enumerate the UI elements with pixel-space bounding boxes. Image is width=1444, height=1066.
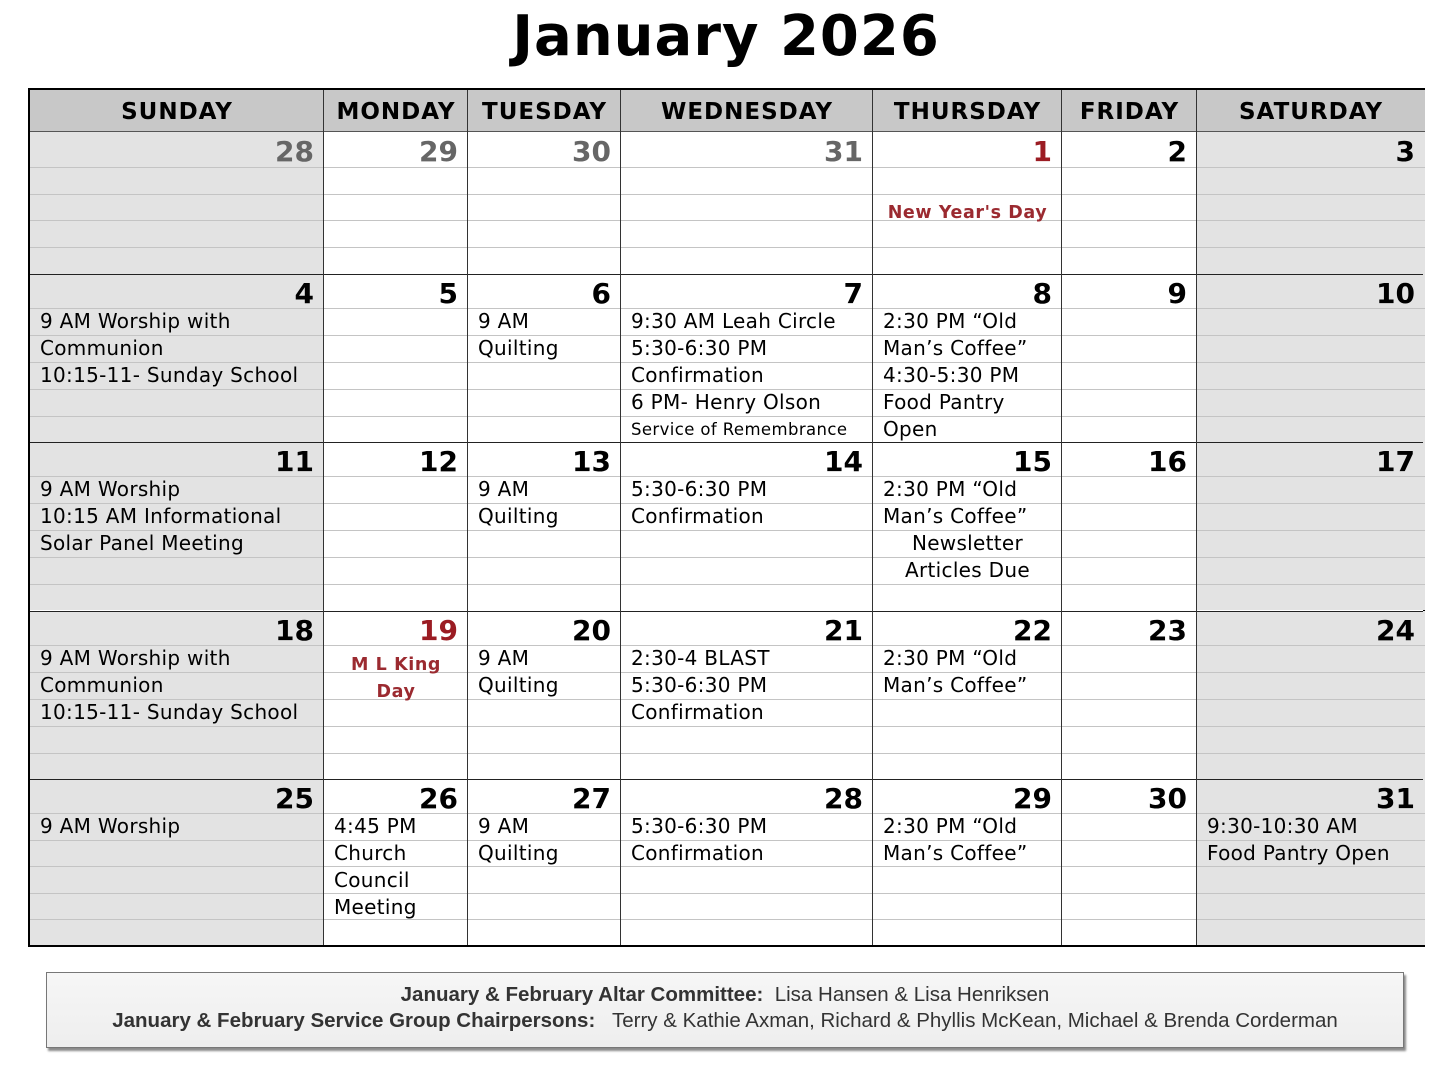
row-divider [1197,335,1425,336]
day-cell[interactable] [1062,611,1197,779]
row-divider [1062,866,1197,867]
day-cell[interactable] [468,274,621,442]
row-divider [1062,220,1197,221]
day-number: 11 [275,445,314,478]
week-divider [30,779,1423,780]
row-divider [873,753,1062,754]
row-divider [324,220,468,221]
event-line: Man’s Coffee” [883,336,1028,360]
row-divider [873,584,1062,585]
weekday-header-monday: MONDAY [324,90,468,132]
event-line: 9 AM [478,477,530,501]
day-cell[interactable] [30,442,324,610]
row-divider [1062,584,1197,585]
service-group-label: January & February Service Group Chairpersons: [112,1009,596,1032]
day-cell[interactable] [621,442,873,610]
event-line: Open [883,417,938,441]
row-divider [1062,699,1197,700]
event-line: Solar Panel Meeting [40,531,244,555]
event-line: Food Pantry [883,390,1005,414]
event-line: Service of Remembrance [631,420,848,439]
event-line: Confirmation [631,363,764,387]
row-divider [468,726,621,727]
event-line: 2:30 PM “Old [883,477,1018,501]
row-divider [1197,362,1425,363]
row-divider [1197,247,1425,248]
column-divider [620,90,621,945]
day-cell[interactable] [1197,442,1425,610]
day-number: 21 [824,614,863,647]
row-divider [30,840,324,841]
event-line: Confirmation [631,700,764,724]
row-divider [468,194,621,195]
day-number: 27 [572,782,611,815]
row-divider [1062,530,1197,531]
day-number: 26 [419,782,458,815]
day-cell[interactable] [324,132,468,274]
event-line: Council [334,868,410,892]
row-divider [468,753,621,754]
row-divider [1062,247,1197,248]
day-number: 8 [1032,277,1052,310]
day-cell[interactable] [873,611,1062,779]
row-divider [468,220,621,221]
altar-committee-names: Lisa Hansen & Lisa Henriksen [774,983,1050,1006]
row-divider [468,557,621,558]
day-number: 30 [1148,782,1187,815]
event-line: 9:30-10:30 AM [1207,814,1358,838]
event-line: 9 AM [478,814,530,838]
day-cell[interactable] [30,779,324,945]
week-divider [30,274,1423,275]
row-divider [621,220,873,221]
event-line: Quilting [478,504,559,528]
row-divider [873,893,1062,894]
day-cell[interactable] [468,611,621,779]
event-line: 2:30 PM “Old [883,309,1018,333]
event-line: 4:45 PM [334,814,417,838]
altar-committee-label: January & February Altar Committee: [400,983,764,1006]
event-line: Quilting [478,673,559,697]
row-divider [1197,753,1425,754]
row-divider [1197,584,1425,585]
row-divider [1197,893,1425,894]
event-line: 5:30-6:30 PM [631,477,768,501]
day-number: 14 [824,445,863,478]
day-number: 22 [1013,614,1052,647]
day-cell[interactable] [621,132,873,274]
event-line: 5:30-6:30 PM [631,336,768,360]
day-cell[interactable] [1197,611,1425,779]
event-line: Church [334,841,407,865]
day-cell[interactable] [1062,274,1197,442]
weekday-header-wednesday: WEDNESDAY [621,90,873,132]
committee-footer [46,972,1404,1048]
day-number: 28 [275,135,314,168]
row-divider [1062,672,1197,673]
day-number: 10 [1376,277,1415,310]
service-group-names: Terry & Kathie Axman, Richard & Phyllis McKean, Michael & Brenda Corderman [612,1009,1338,1032]
day-cell[interactable] [1197,132,1425,274]
row-divider [468,584,621,585]
service-group-line [47,1008,1403,1034]
row-divider [1197,530,1425,531]
row-divider [621,530,873,531]
row-divider [324,335,468,336]
event-line: Newsletter [911,531,1024,555]
row-divider [1062,726,1197,727]
day-cell[interactable] [621,611,873,779]
row-divider [1197,194,1425,195]
day-cell[interactable] [324,442,468,610]
row-divider [873,726,1062,727]
week-divider [30,442,1423,443]
day-number: 25 [275,782,314,815]
row-divider [324,416,468,417]
day-number: 3 [1395,135,1415,168]
day-number: 7 [843,277,863,310]
row-divider [1197,503,1425,504]
event-line: Confirmation [631,504,764,528]
day-number: 19 [419,614,458,647]
row-divider [1062,919,1197,920]
row-divider [30,584,324,585]
event-line: 9:30 AM Leah Circle [631,309,836,333]
row-divider [468,389,621,390]
day-cell[interactable] [1062,132,1197,274]
day-cell[interactable] [1062,442,1197,610]
column-divider [872,90,873,945]
row-divider [30,866,324,867]
event-line: Communion [40,336,164,360]
column-divider [1196,90,1197,945]
holiday-label: New Year's Day [887,203,1048,223]
day-number: 30 [572,135,611,168]
day-number: 4 [294,277,314,310]
event-line: 10:15-11- Sunday School [40,700,299,724]
weekday-header-thursday: THURSDAY [873,90,1062,132]
row-divider [30,893,324,894]
day-cell[interactable] [30,274,324,442]
day-cell[interactable] [324,274,468,442]
day-number: 23 [1148,614,1187,647]
row-divider [30,726,324,727]
row-divider [1197,919,1425,920]
row-divider [324,362,468,363]
row-divider [30,919,324,920]
day-number: 31 [1376,782,1415,815]
day-cell[interactable] [1197,779,1425,945]
row-divider [1062,503,1197,504]
row-divider [324,194,468,195]
row-divider [468,893,621,894]
row-divider [1197,672,1425,673]
row-divider [873,699,1062,700]
weekday-header-tuesday: TUESDAY [468,90,621,132]
row-divider [1062,893,1197,894]
event-line: Man’s Coffee” [883,841,1028,865]
day-cell[interactable] [468,779,621,945]
row-divider [1062,389,1197,390]
column-divider [467,90,468,945]
row-divider [1197,726,1425,727]
event-line: 2:30-4 BLAST [631,646,770,670]
event-line: Meeting [334,895,417,919]
row-divider [324,557,468,558]
event-line: 9 AM Worship [40,477,181,501]
event-line: Quilting [478,336,559,360]
row-divider [30,416,324,417]
row-divider [1062,194,1197,195]
row-divider [621,557,873,558]
event-line: Quilting [478,841,559,865]
day-cell[interactable] [621,779,873,945]
day-cell[interactable] [324,611,468,779]
day-number: 29 [419,135,458,168]
row-divider [324,503,468,504]
event-line: 9 AM Worship with [40,309,231,333]
day-number: 6 [591,277,611,310]
day-cell[interactable] [324,779,468,945]
row-divider [468,699,621,700]
day-number: 20 [572,614,611,647]
row-divider [468,530,621,531]
row-divider [621,194,873,195]
day-cell[interactable] [873,779,1062,945]
column-divider [1061,90,1062,945]
day-cell[interactable] [873,442,1062,610]
row-divider [1062,416,1197,417]
holiday-label: Day [376,682,416,702]
event-line: Communion [40,673,164,697]
week-divider [30,611,1423,612]
row-divider [1062,840,1197,841]
event-line: 10:15-11- Sunday School [40,363,299,387]
event-line: 4:30-5:30 PM [883,363,1020,387]
day-cell[interactable] [1197,274,1425,442]
event-line: 5:30-6:30 PM [631,673,768,697]
event-line: 2:30 PM “Old [883,646,1018,670]
column-divider [323,90,324,945]
row-divider [30,247,324,248]
event-line: Man’s Coffee” [883,673,1028,697]
row-divider [873,919,1062,920]
day-number: 1 [1032,135,1052,168]
row-divider [621,893,873,894]
row-divider [468,247,621,248]
calendar-grid [28,88,1425,947]
event-line: 2:30 PM “Old [883,814,1018,838]
event-line: 10:15 AM Informational [40,504,282,528]
row-divider [30,389,324,390]
calendar-title: January 2026 [512,4,940,69]
row-divider [621,247,873,248]
row-divider [1062,753,1197,754]
row-divider [621,753,873,754]
day-number: 16 [1148,445,1187,478]
row-divider [468,919,621,920]
weekday-header-sunday: SUNDAY [30,90,324,132]
row-divider [324,530,468,531]
event-line: 9 AM [478,646,530,670]
day-cell[interactable] [621,274,873,442]
day-number: 13 [572,445,611,478]
row-divider [1197,699,1425,700]
row-divider [1197,167,1425,168]
row-divider [1197,389,1425,390]
day-number: 9 [1167,277,1187,310]
event-line: 9 AM [478,309,530,333]
row-divider [324,584,468,585]
day-cell[interactable] [468,132,621,274]
row-divider [324,247,468,248]
day-number: 24 [1376,614,1415,647]
row-divider [324,726,468,727]
day-number: 12 [419,445,458,478]
event-line: Confirmation [631,841,764,865]
event-line: 9 AM Worship [40,814,181,838]
row-divider [873,194,1062,195]
row-divider [1197,557,1425,558]
event-line: Articles Due [905,558,1030,582]
event-line: 5:30-6:30 PM [631,814,768,838]
day-cell[interactable] [873,132,1062,274]
day-number: 17 [1376,445,1415,478]
day-cell[interactable] [468,442,621,610]
row-divider [1062,362,1197,363]
day-number: 28 [824,782,863,815]
day-cell[interactable] [873,274,1062,442]
row-divider [30,194,324,195]
row-divider [30,220,324,221]
row-divider [621,726,873,727]
row-divider [30,557,324,558]
event-line: Food Pantry Open [1207,841,1390,865]
row-divider [324,753,468,754]
day-number: 29 [1013,782,1052,815]
event-line: Man’s Coffee” [883,504,1028,528]
day-number: 31 [824,135,863,168]
event-line: 6 PM- Henry Olson [631,390,822,414]
row-divider [621,584,873,585]
row-divider [1062,557,1197,558]
weekday-header-saturday: SATURDAY [1197,90,1425,132]
row-divider [873,247,1062,248]
day-cell[interactable] [1062,779,1197,945]
day-number: 5 [438,277,458,310]
event-line: 9 AM Worship with [40,646,231,670]
row-divider [324,389,468,390]
day-number: 18 [275,614,314,647]
row-divider [1197,220,1425,221]
day-cell[interactable] [30,611,324,779]
row-divider [1062,335,1197,336]
day-number: 2 [1167,135,1187,168]
row-divider [468,416,621,417]
day-number: 15 [1013,445,1052,478]
holiday-label: M L King [350,655,442,675]
row-divider [621,919,873,920]
row-divider [1197,416,1425,417]
row-divider [468,362,621,363]
row-divider [30,753,324,754]
altar-committee-line [47,982,1403,1008]
day-cell[interactable] [30,132,324,274]
weekday-header-friday: FRIDAY [1062,90,1197,132]
